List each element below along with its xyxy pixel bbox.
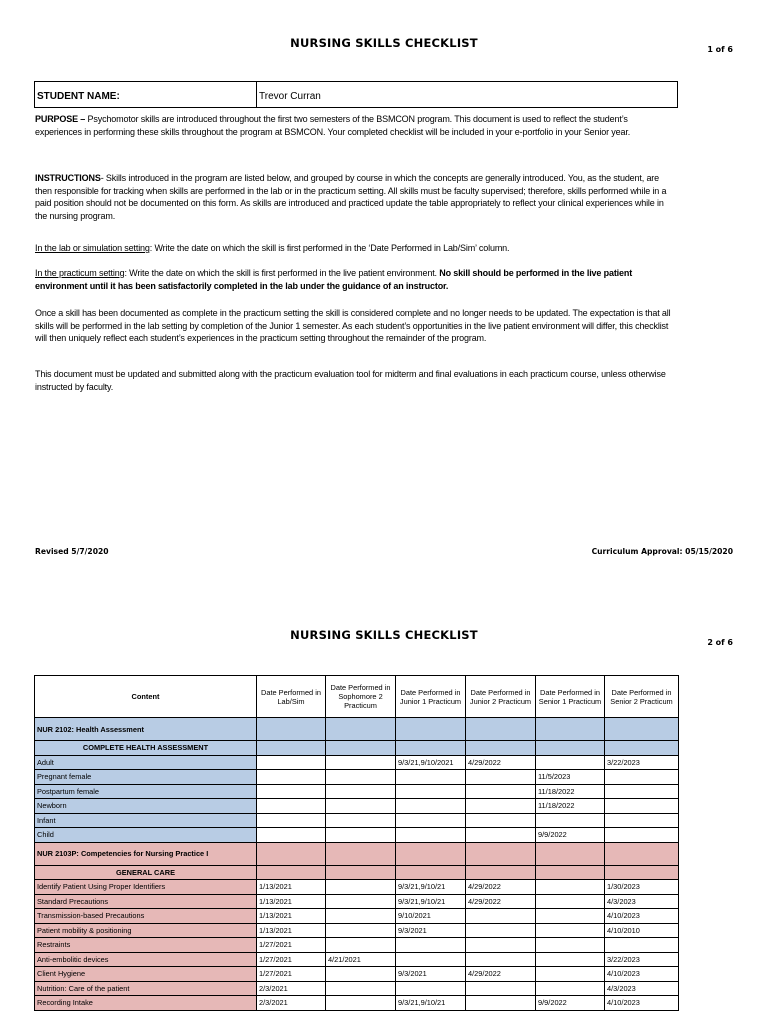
- skill-name: Postpartum female: [35, 784, 257, 799]
- practicum-text: : Write the date on which the skill is first performed in the live patient environment.: [124, 268, 437, 278]
- course-cell: [605, 718, 679, 741]
- instructions-text: - Skills introduced in the program are listed below, and grouped by course in which the concepts are generally introduced. You, as the student, are then responsible for tracking when skills are performed in the lab or in the practicum setting. All skills must be faculty supervised; therefore, skills performed while in a paid position should not be documented on this form. As skills are introduced and practiced update the table appropriately to reflect your clinical experiences while in the nursing program.: [35, 173, 667, 221]
- table-row: [35, 784, 679, 799]
- skill-name: Patient mobility & positioning: [35, 923, 257, 938]
- skill-name: Identify Patient Using Proper Identifiers: [35, 880, 257, 895]
- date-cell[interactable]: [326, 996, 396, 1011]
- date-cell[interactable]: [326, 828, 396, 843]
- subheader-row: [35, 741, 679, 756]
- course-cell: [326, 718, 396, 741]
- date-cell[interactable]: 1/30/2023: [605, 880, 679, 895]
- date-cell[interactable]: [257, 784, 326, 799]
- date-cell[interactable]: 9/9/2022: [536, 996, 605, 1011]
- date-cell[interactable]: [536, 923, 605, 938]
- date-cell[interactable]: [326, 770, 396, 785]
- document-paragraph: This document must be updated and submitted along with the practicum evaluation tool for midterm and final evaluations in each practicum course, unless otherwise instructed by faculty.: [35, 369, 666, 392]
- date-cell[interactable]: 11/18/2022: [536, 784, 605, 799]
- date-cell[interactable]: 4/10/2023: [605, 967, 679, 982]
- date-cell[interactable]: [326, 967, 396, 982]
- date-cell[interactable]: 3/22/2023: [605, 755, 679, 770]
- subheader-cell: [396, 865, 466, 880]
- skill-name: Pregnant female: [35, 770, 257, 785]
- course-row: [35, 718, 679, 741]
- date-cell[interactable]: 9/10/2021: [396, 909, 466, 924]
- date-cell[interactable]: [326, 799, 396, 814]
- table-header-row: [35, 676, 679, 718]
- subheader-cell: [536, 865, 605, 880]
- date-cell[interactable]: 3/22/2023: [605, 952, 679, 967]
- revised-date: Revised 5/7/2020: [35, 547, 109, 556]
- date-cell[interactable]: 4/3/2023: [605, 894, 679, 909]
- table-row: [35, 755, 679, 770]
- curriculum-approval: Curriculum Approval: 05/15/2020: [591, 547, 733, 556]
- date-cell[interactable]: [466, 784, 536, 799]
- skill-name: Child: [35, 828, 257, 843]
- column-header: Date Performed in Junior 2 Practicum: [466, 676, 536, 718]
- date-cell[interactable]: [326, 909, 396, 924]
- table-row: [35, 828, 679, 843]
- course-cell: [466, 718, 536, 741]
- date-cell[interactable]: [257, 770, 326, 785]
- column-header: Date Performed in Senior 1 Practicum: [536, 676, 605, 718]
- date-cell[interactable]: [466, 770, 536, 785]
- lab-text: : Write the date on which the skill is first performed in the ‘Date Performed in Lab/Sim’ column.: [149, 243, 510, 253]
- date-cell[interactable]: [396, 784, 466, 799]
- table-row: [35, 894, 679, 909]
- course-title: NUR 2103P: Competencies for Nursing Practice I: [35, 842, 257, 865]
- date-cell[interactable]: [466, 813, 536, 828]
- date-cell[interactable]: [396, 952, 466, 967]
- table-row: [35, 981, 679, 996]
- course-title: NUR 2102: Health Assessment: [35, 718, 257, 741]
- column-header: Date Performed in Sophomore 2 Practicum: [326, 676, 396, 718]
- column-header: Content: [35, 676, 257, 718]
- table-row: [35, 909, 679, 924]
- date-cell[interactable]: [605, 828, 679, 843]
- date-cell[interactable]: 4/29/2022: [466, 880, 536, 895]
- purpose-text: Psychomotor skills are introduced throughout the first two semesters of the BSMCON program. This document is used to reflect the student’s experiences in performing these skills throughout the program at BSMCON. Your completed checklist will be included in your e-portfolio in your Senior year.: [35, 114, 631, 137]
- subheader-row: [35, 865, 679, 880]
- once-paragraph: Once a skill has been documented as complete in the practicum setting the skill is considered complete and no longer needs to be updated. The expectation is that all skills will be performed in the lab setting by completion of the Junior 1 semester. As each student’s opportunities in the live patient environment will differ, this checklist will then uniquely reflect each student’s experiences in the practicum setting throughout the remainder of the program.: [35, 308, 671, 343]
- date-cell[interactable]: [326, 938, 396, 953]
- date-cell[interactable]: 1/27/2021: [257, 967, 326, 982]
- date-cell[interactable]: 1/13/2021: [257, 923, 326, 938]
- subheader-cell: [396, 741, 466, 756]
- course-cell: [326, 842, 396, 865]
- skill-name: Adult: [35, 755, 257, 770]
- skill-name: Restraints: [35, 938, 257, 953]
- date-cell[interactable]: [536, 755, 605, 770]
- subheader-cell: [257, 865, 326, 880]
- date-cell[interactable]: 9/9/2022: [536, 828, 605, 843]
- date-cell[interactable]: [466, 981, 536, 996]
- course-cell: [396, 842, 466, 865]
- skill-name: Recording Intake: [35, 996, 257, 1011]
- skill-name: Standard Precautions: [35, 894, 257, 909]
- skill-name: Transmission-based Precautions: [35, 909, 257, 924]
- lab-label: In the lab or simulation setting: [35, 243, 150, 253]
- date-cell[interactable]: 9/3/21,9/10/21: [396, 996, 466, 1011]
- subheader-cell: [326, 741, 396, 756]
- date-cell[interactable]: 9/3/21,9/10/21: [396, 894, 466, 909]
- date-cell[interactable]: [326, 813, 396, 828]
- date-cell[interactable]: 4/29/2022: [466, 755, 536, 770]
- date-cell[interactable]: 4/10/2023: [605, 909, 679, 924]
- subheader-cell: [605, 865, 679, 880]
- practicum-paragraph: [35, 267, 675, 292]
- date-cell[interactable]: [326, 923, 396, 938]
- date-cell[interactable]: [257, 755, 326, 770]
- date-cell[interactable]: 9/3/21,9/10/2021: [396, 755, 466, 770]
- lab-paragraph: [35, 242, 675, 255]
- date-cell[interactable]: [536, 894, 605, 909]
- student-name-box: [34, 81, 678, 108]
- table-row: [35, 996, 679, 1011]
- date-cell[interactable]: [396, 770, 466, 785]
- date-cell[interactable]: [536, 981, 605, 996]
- date-cell[interactable]: [396, 799, 466, 814]
- course-row: [35, 842, 679, 865]
- date-cell[interactable]: [536, 952, 605, 967]
- column-header: Date Performed in Senior 2 Practicum: [605, 676, 679, 718]
- date-cell[interactable]: [466, 938, 536, 953]
- date-cell[interactable]: [257, 799, 326, 814]
- date-cell[interactable]: [257, 828, 326, 843]
- date-cell[interactable]: 4/3/2023: [605, 981, 679, 996]
- date-cell[interactable]: [326, 981, 396, 996]
- date-cell[interactable]: [326, 784, 396, 799]
- date-cell[interactable]: 1/13/2021: [257, 909, 326, 924]
- subheader-cell: [326, 865, 396, 880]
- page-number-2: 2 of 6: [707, 638, 733, 647]
- date-cell[interactable]: [466, 909, 536, 924]
- date-cell[interactable]: [536, 880, 605, 895]
- course-cell: [257, 842, 326, 865]
- purpose-paragraph: [35, 113, 675, 138]
- date-cell[interactable]: [326, 894, 396, 909]
- date-cell[interactable]: 4/10/2023: [605, 996, 679, 1011]
- skills-table: [34, 675, 679, 1011]
- subheader-title: COMPLETE HEALTH ASSESSMENT: [35, 741, 257, 756]
- course-cell: [605, 842, 679, 865]
- date-cell[interactable]: [326, 880, 396, 895]
- instructions-paragraph: [35, 172, 675, 222]
- date-cell[interactable]: [466, 996, 536, 1011]
- date-cell[interactable]: [466, 799, 536, 814]
- table-row: [35, 938, 679, 953]
- date-cell[interactable]: [605, 770, 679, 785]
- course-cell: [466, 842, 536, 865]
- subheader-cell: [466, 741, 536, 756]
- date-cell[interactable]: 9/3/2021: [396, 923, 466, 938]
- date-cell[interactable]: [257, 813, 326, 828]
- table-row: [35, 813, 679, 828]
- table-row: [35, 880, 679, 895]
- date-cell[interactable]: 2/3/2021: [257, 996, 326, 1011]
- date-cell[interactable]: 1/27/2021: [257, 952, 326, 967]
- practicum-bold-text: No skill should be performed in the live patient environment until it has been satisfactorily completed in the lab under the guidance of an instructor.: [35, 268, 633, 291]
- student-name-value: Trevor Curran: [259, 91, 321, 102]
- date-cell[interactable]: [396, 938, 466, 953]
- date-cell[interactable]: 4/10/2010: [605, 923, 679, 938]
- skill-name: Client Hygiene: [35, 967, 257, 982]
- date-cell[interactable]: [326, 755, 396, 770]
- date-cell[interactable]: [605, 784, 679, 799]
- subheader-cell: [605, 741, 679, 756]
- date-cell[interactable]: [466, 952, 536, 967]
- date-cell[interactable]: [605, 813, 679, 828]
- date-cell[interactable]: [536, 909, 605, 924]
- date-cell[interactable]: [605, 938, 679, 953]
- course-cell: [536, 842, 605, 865]
- page-title-2: NURSING SKILLS CHECKLIST: [290, 628, 478, 642]
- column-header: Date Performed in Junior 1 Practicum: [396, 676, 466, 718]
- date-cell[interactable]: [396, 981, 466, 996]
- instructions-label: INSTRUCTIONS: [35, 173, 101, 183]
- purpose-label: PURPOSE –: [35, 114, 86, 124]
- date-cell[interactable]: 1/13/2021: [257, 894, 326, 909]
- date-cell[interactable]: 11/18/2022: [536, 799, 605, 814]
- course-cell: [396, 718, 466, 741]
- table-row: [35, 799, 679, 814]
- subheader-cell: [257, 741, 326, 756]
- date-cell[interactable]: [396, 828, 466, 843]
- page-title: NURSING SKILLS CHECKLIST: [290, 36, 478, 50]
- practicum-label: In the practicum setting: [35, 268, 125, 278]
- subheader-title: GENERAL CARE: [35, 865, 257, 880]
- column-header: Date Performed in Lab/Sim: [257, 676, 326, 718]
- subheader-cell: [466, 865, 536, 880]
- date-cell[interactable]: 9/3/2021: [396, 967, 466, 982]
- date-cell[interactable]: [536, 813, 605, 828]
- course-cell: [536, 718, 605, 741]
- course-cell: [257, 718, 326, 741]
- date-cell[interactable]: 4/21/2021: [326, 952, 396, 967]
- table-row: [35, 923, 679, 938]
- skill-name: Newborn: [35, 799, 257, 814]
- subheader-cell: [536, 741, 605, 756]
- date-cell[interactable]: [536, 938, 605, 953]
- date-cell[interactable]: 1/27/2021: [257, 938, 326, 953]
- skill-name: Anti-embolitic devices: [35, 952, 257, 967]
- table-row: [35, 952, 679, 967]
- date-cell[interactable]: 2/3/2021: [257, 981, 326, 996]
- skill-name: Nutrition: Care of the patient: [35, 981, 257, 996]
- date-cell[interactable]: [605, 799, 679, 814]
- student-name-label: STUDENT NAME:: [35, 82, 257, 107]
- date-cell[interactable]: 4/29/2022: [466, 894, 536, 909]
- page-number: 1 of 6: [707, 45, 733, 54]
- date-cell[interactable]: [466, 828, 536, 843]
- table-row: [35, 967, 679, 982]
- skill-name: Infant: [35, 813, 257, 828]
- date-cell[interactable]: [536, 967, 605, 982]
- date-cell[interactable]: 9/3/21,9/10/21: [396, 880, 466, 895]
- date-cell[interactable]: 1/13/2021: [257, 880, 326, 895]
- date-cell[interactable]: [396, 813, 466, 828]
- date-cell[interactable]: [466, 923, 536, 938]
- date-cell[interactable]: 11/5/2023: [536, 770, 605, 785]
- date-cell[interactable]: 4/29/2022: [466, 967, 536, 982]
- table-row: [35, 770, 679, 785]
